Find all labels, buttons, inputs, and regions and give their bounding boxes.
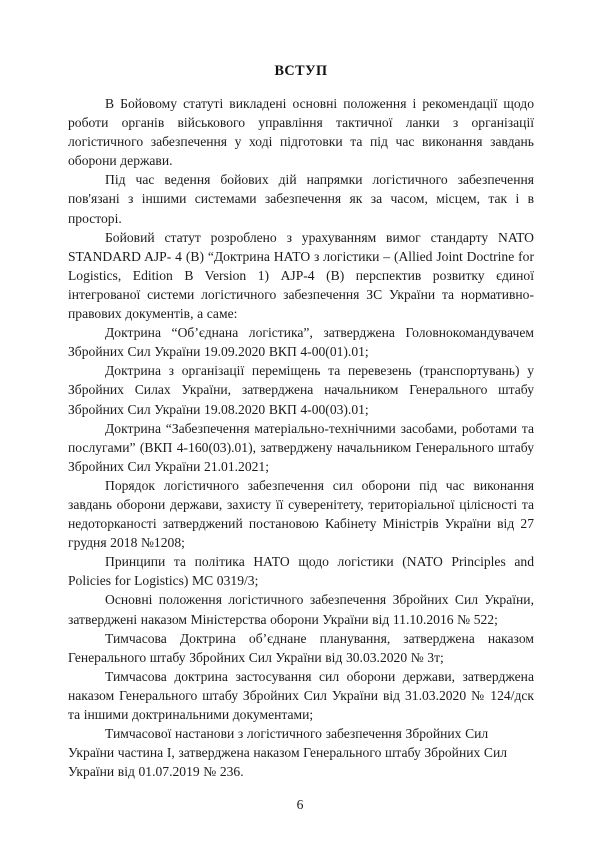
paragraph: Тимчасова Доктрина об’єднане планування, затверджена наказом Генерального штабу Збройних Сил України від 30.03.2020 № 3т; [68,630,534,665]
paragraph: Під час ведення бойових дій напрямки логістичного забезпечення пов'язані з іншими системами забезпечення як за часом, місцем, так і в просторі. [68,172,534,226]
paragraph: Порядок логістичного забезпечення сил оборони під час виконання завдань оборони держави, захисту її суверенітету, територіальної цілісності та недоторканості затверджений постановою Кабінету Міністрів України від 27 грудня 2018 №1208; [68,477,534,551]
paragraph: Доктрина з організації переміщень та перевезень (транспортувань) у Збройних Силах України, затверджена начальником Генерального штабу Збройних Сил України 19.08.2020 ВКП 4-00(03).01; [68,363,534,417]
page-title: ВСТУП [274,63,328,79]
paragraph: Доктрина “Об’єднана логістика”, затверджена Головнокомандувачем Збройних Сил України 19.09.2020 ВКП 4-00(01).01; [68,325,534,360]
paragraph: В Бойовому статуті викладені основні положення і рекомендації щодо роботи органів військового управління тактичної ланки з організації логістичного забезпечення у ході підготовки та під час виконання завдань оборони держави. [68,96,534,169]
paragraph: Тимчасової настанови з логістичного забезпечення Збройних Сил України частина I, затверджена наказом Генерального штабу Збройних Сил України від 01.07.2019 № 236. [68,726,508,780]
paragraph: Принципи та політика НАТО щодо логістики (NATO Principles and Policies for Logistics) MC 0319/3; [68,554,534,589]
document-body [68,62,534,781]
paragraph: Тимчасова доктрина застосування сил оборони держави, затверджена наказом Генерального штабу Збройних Сил України від 31.03.2020 № 124/дск та іншими доктринальними документами; [68,668,534,722]
paragraph: Основні положення логістичного забезпечення Збройних Сил України, затверджені наказом Міністерства оборони України від 11.10.2016 № 522; [68,592,534,627]
paragraph: Бойовий статут розроблено з урахуванням вимог стандарту NATO STANDARD AJP- 4 (B) “Доктрина НАТО з логістики – (Allied Joint Doctrine for Logistics, Edition B Version 1) AJP-4 (B) перспектив розвитку єдиної інтегрованої системи логістичного забезпечення ЗС України та нормативно-правових документів, а саме: [68,229,534,322]
paragraph: Доктрина “Забезпечення матеріально-технічними засобами, роботами та послугами” (ВКП 4-160(03).01), затверджену начальником Генерального штабу Збройних Сил України 21.01.2021; [68,420,534,474]
page-number: 6 [296,797,304,812]
